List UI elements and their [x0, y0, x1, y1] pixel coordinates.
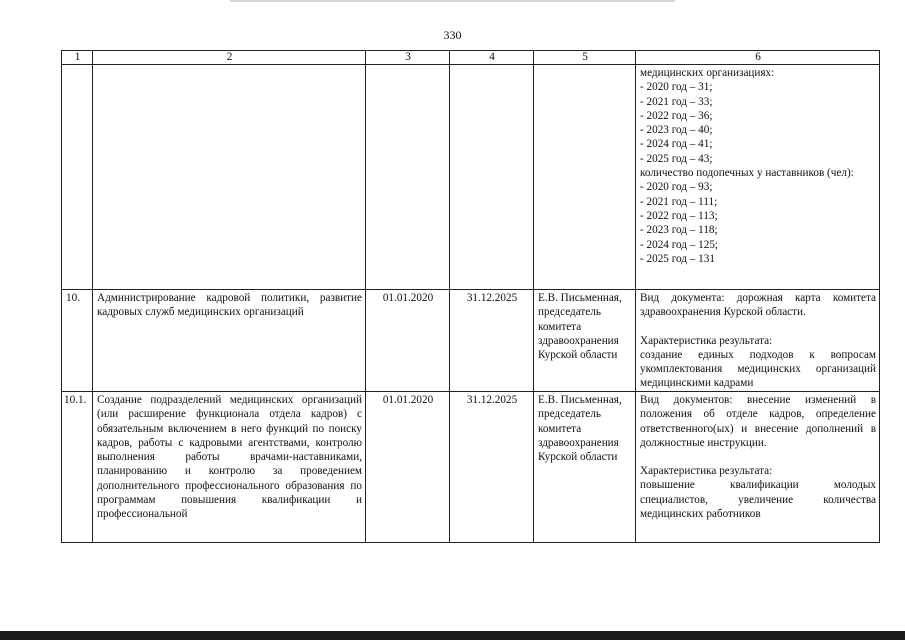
row-result	[636, 392, 880, 543]
row-number: 10.1.	[62, 392, 93, 543]
row-name: Создание подразделений медицинских организаций (или расширение функционала отдела кадров) с обязательным включением в него функций по поиску кадров, работы с кадровыми агентствами, контролю выполнения работы врачами-наставниками, планированию и контролю за проведением дополнительного профессионального образования по программам повышения квалификации и профессиональной	[93, 392, 366, 543]
table-row	[62, 392, 880, 543]
column-number: 4	[450, 51, 534, 65]
result-line: - 2025 год – 131	[640, 252, 715, 265]
column-number: 1	[62, 51, 93, 65]
row-end-date: 31.12.2025	[450, 392, 534, 543]
result-line: количество подопечных у наставников (чел):	[640, 167, 854, 180]
result-line: - 2021 год – 33;	[640, 95, 713, 108]
plan-table	[61, 50, 880, 543]
column-number: 5	[534, 51, 636, 65]
cell-result	[636, 65, 880, 290]
column-numbers-row	[62, 51, 880, 65]
row-end-date: 31.12.2025	[450, 290, 534, 392]
result-label: Характеристика результата:	[640, 334, 773, 347]
row-name: Администрирование кадровой политики, развитие кадровых служб медицинских организаций	[93, 290, 366, 392]
row-result	[636, 290, 880, 392]
row-responsible: Е.В. Письменная, председатель комитета здравоохранения Курской области	[534, 392, 636, 543]
scan-edge-top	[230, 0, 675, 2]
cell-name	[93, 65, 366, 290]
column-number: 2	[93, 51, 366, 65]
row-responsible: Е.В. Письменная, председатель комитета здравоохранения Курской области	[534, 290, 636, 392]
result-line: - 2023 год – 40;	[640, 124, 713, 137]
document-type: Вид документов: внесение изменений в положения об отделе кадров, определение ответственного(ых) и внесение дополнений в должностные инструкции.	[640, 394, 876, 449]
row-number: 10.	[62, 290, 93, 392]
row-start-date: 01.01.2020	[366, 392, 450, 543]
table-row	[62, 290, 880, 392]
result-line: - 2022 год – 113;	[640, 209, 718, 222]
result-line: - 2023 год – 118;	[640, 224, 718, 237]
cell-start-date	[366, 65, 450, 290]
result-line: - 2020 год – 31;	[640, 81, 713, 94]
result-line: - 2021 год – 111;	[640, 195, 718, 208]
result-line: - 2024 год – 125;	[640, 238, 719, 251]
document-type: Вид документа: дорожная карта комитета здравоохранения Курской области.	[640, 292, 876, 319]
result-line: - 2025 год – 43;	[640, 152, 713, 165]
result-line: - 2024 год – 41;	[640, 138, 713, 151]
scan-edge-bottom	[0, 631, 905, 640]
cell-end-date	[450, 65, 534, 290]
page-number: 330	[443, 28, 462, 42]
result-line: медицинских организациях:	[640, 67, 775, 79]
column-number: 3	[366, 51, 450, 65]
result-description: повышение квалификации молодых специалистов, увеличение количества медицинских работников	[640, 479, 876, 521]
row-start-date: 01.01.2020	[366, 290, 450, 392]
result-description: создание единых подходов к вопросам укомплектования медицинских организаций медицинскими кадрами	[640, 348, 876, 390]
result-line: - 2022 год – 36;	[640, 109, 713, 122]
result-label: Характеристика результата:	[640, 465, 773, 478]
continuation-row	[62, 65, 880, 290]
column-number: 6	[636, 51, 880, 65]
cell-responsible	[534, 65, 636, 290]
cell-number	[62, 65, 93, 290]
result-line: - 2020 год – 93;	[640, 181, 713, 194]
